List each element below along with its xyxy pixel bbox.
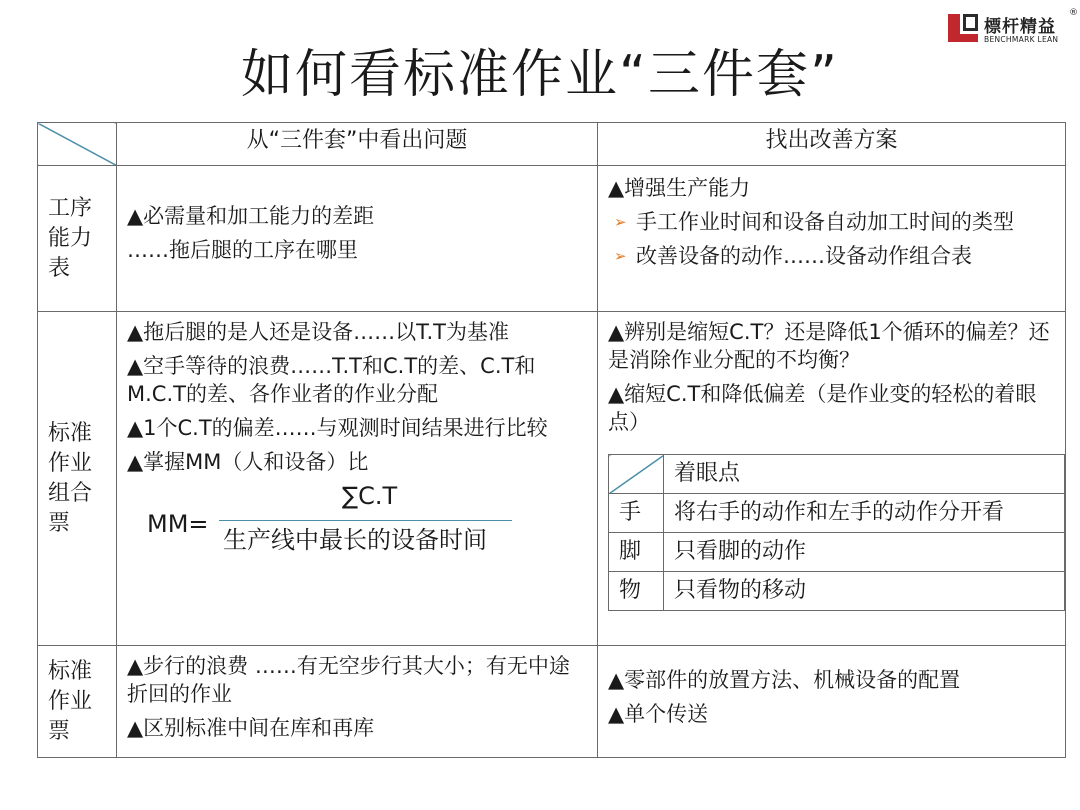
arrow-bullet-icon: ➢ (614, 247, 627, 265)
formula-lhs: MM= (147, 510, 209, 538)
problem-item: ▲空手等待的浪费……T.T和C.T的差、C.T和M.C.T的差、各作业者的作业分配 (127, 354, 536, 406)
solution-item: ▲零部件的放置方法、机械设备的配置 (608, 668, 961, 692)
logo-text-en: BENCHMARK LEAN (984, 35, 1059, 44)
table-row (38, 166, 1066, 312)
solutions-cell (598, 646, 1066, 758)
arrow-bullet-icon: ➢ (614, 213, 627, 231)
solution-item: ▲增强生产能力 (608, 176, 751, 200)
solution-item: ▲缩短C.T和降低偏差（是作业变的轻松的着眼点） (608, 382, 1037, 434)
focus-value: 只看脚的动作 (664, 533, 1065, 572)
row-label: 工序 能力 表 (38, 166, 117, 312)
problem-item: ▲步行的浪费 ……有无空步行其大小；有无中途折回的作业 (127, 654, 570, 706)
page-title: 如何看标准作业“三件套” (241, 45, 839, 105)
focus-key: 手 (609, 494, 664, 533)
focus-row (609, 572, 1065, 611)
formula-denominator: 生产线中最长的设备时间 (223, 526, 487, 554)
problem-item: ▲区别标准中间在库和再库 (127, 716, 375, 740)
registered-mark: ® (1069, 8, 1078, 18)
focus-value: 将右手的动作和左手的动作分开看 (664, 494, 1065, 533)
focus-row (609, 533, 1065, 572)
three-set-table (37, 122, 1066, 758)
problem-item: ▲1个C.T的偏差……与观测时间结果进行比较 (127, 416, 548, 440)
table-header-row (38, 123, 1066, 166)
focus-header: 着眼点 (664, 455, 1065, 494)
benchmark-lean-logo-icon (946, 12, 980, 44)
row-label: 标准 作业 组合 票 (38, 312, 117, 646)
mm-formula (127, 484, 589, 568)
problem-item: ▲掌握MM（人和设备）比 (127, 450, 369, 474)
fraction-bar (219, 520, 512, 521)
focus-key: 物 (609, 572, 664, 611)
problem-item: ▲必需量和加工能力的差距 (127, 204, 375, 228)
focus-corner-cell (609, 455, 664, 494)
table-row (38, 646, 1066, 758)
formula-numerator: ∑C.T (342, 482, 398, 510)
focus-value: 只看物的移动 (664, 572, 1065, 611)
problems-cell (117, 646, 598, 758)
table-row (38, 312, 1066, 646)
corner-cell (38, 123, 117, 166)
focus-point-table (608, 454, 1065, 611)
solution-item: ▲单个传送 (608, 702, 709, 726)
solutions-cell (598, 166, 1066, 312)
solution-item: ▲辨别是缩短C.T？还是降低1个循环的偏差？还是消除作业分配的不均衡？ (608, 320, 1050, 372)
solution-subitem: ➢ 手工作业时间和设备自动加工时间的类型 (614, 210, 1014, 234)
row-label: 标准 作业 票 (38, 646, 117, 758)
header-solutions: 找出改善方案 (598, 123, 1066, 166)
focus-header-row (609, 455, 1065, 494)
problems-cell (117, 312, 598, 646)
problem-item: ▲拖后腿的是人还是设备……以T.T为基准 (127, 320, 509, 344)
logo-text-cn: 標杆精益 (984, 17, 1056, 37)
problem-item: ……拖后腿的工序在哪里 (127, 238, 358, 262)
brand-logo (946, 10, 1076, 50)
focus-row (609, 494, 1065, 533)
header-problems: 从“三件套”中看出问题 (117, 123, 598, 166)
problems-cell (117, 166, 598, 312)
focus-key: 脚 (609, 533, 664, 572)
solution-subitem: ➢ 改善设备的动作……设备动作组合表 (614, 244, 972, 268)
solutions-cell (598, 312, 1066, 646)
